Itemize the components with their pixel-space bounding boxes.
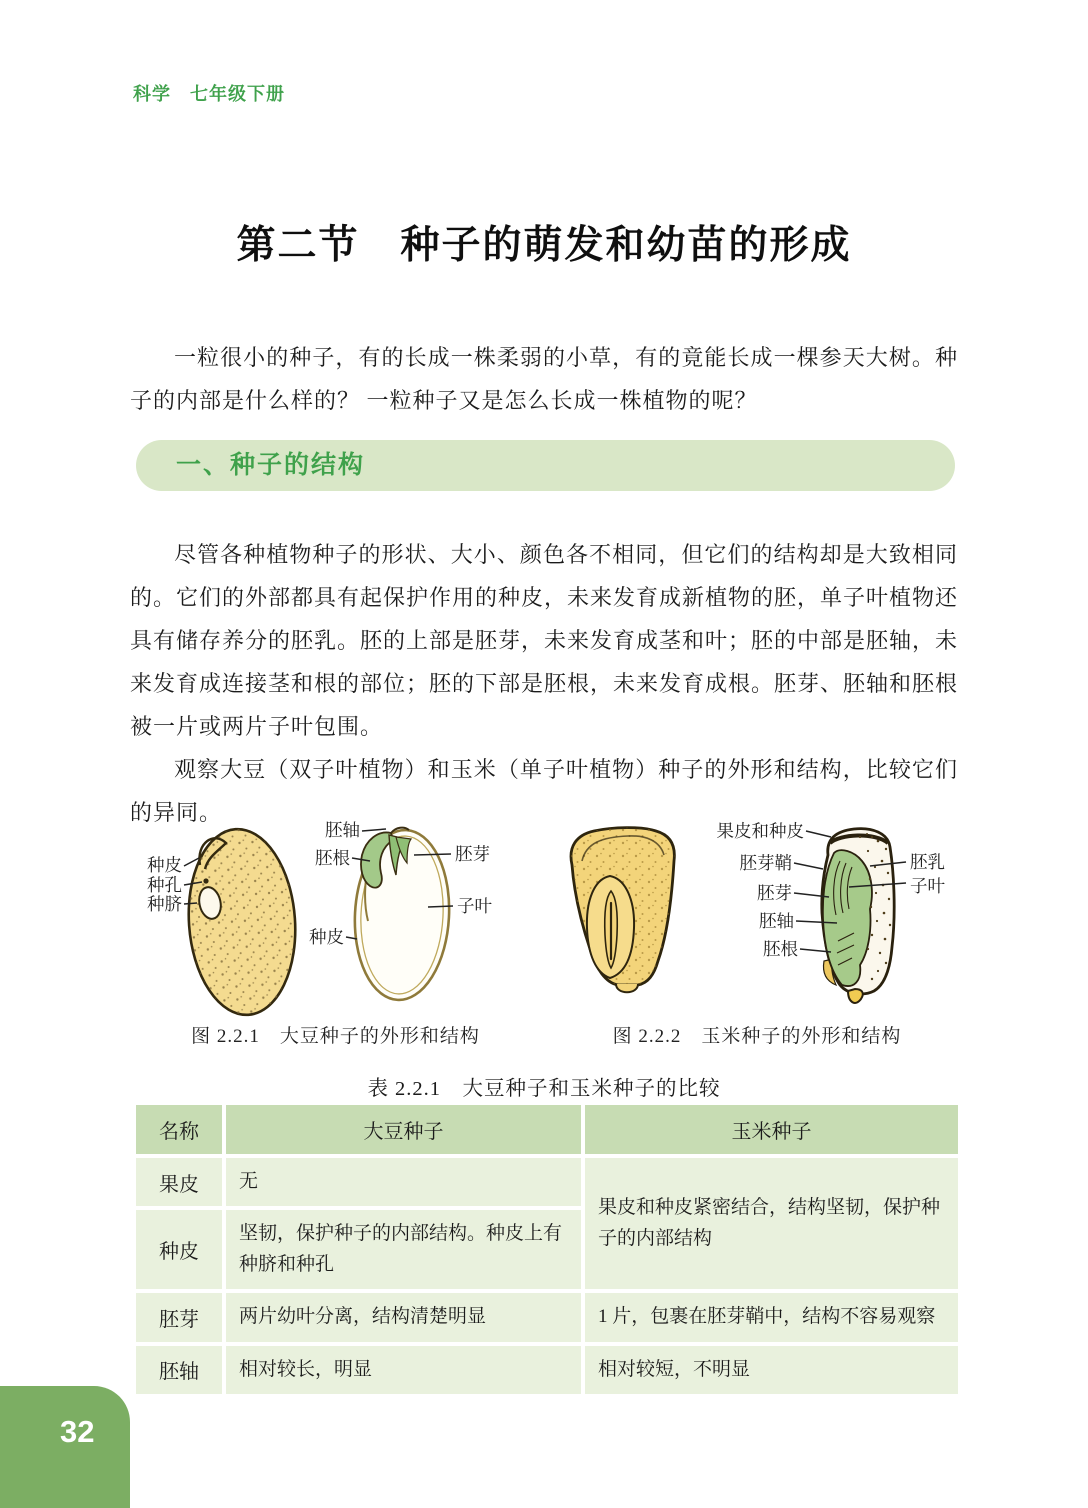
- corn-bottom-tip: [848, 989, 863, 1003]
- cell-soybean-hypocotyl: 相对较长，明显: [226, 1346, 581, 1394]
- table-row: [136, 1158, 958, 1206]
- cell-corn-hypocotyl: 相对较短，不明显: [585, 1346, 958, 1394]
- page-number-box: [0, 1386, 130, 1508]
- cell-corn-pericarp-seedcoat: 果皮和种皮紧密结合，结构坚韧，保护种子的内部结构: [585, 1158, 958, 1289]
- table-row: [136, 1293, 958, 1341]
- label-corn-cotyledon: 子叶: [910, 876, 945, 896]
- label-corn-hypocotyl: 胚轴: [759, 911, 794, 931]
- row-label-hypocotyl: 胚轴: [136, 1346, 222, 1394]
- page-title: 第二节 种子的萌发和幼苗的形成: [236, 224, 852, 268]
- col-header-soybean: 大豆种子: [226, 1105, 581, 1154]
- table-row: [136, 1346, 958, 1394]
- label-micropyle: 种孔: [147, 875, 182, 895]
- soybean-seed-figure: [138, 813, 533, 1018]
- label-plumule: 胚芽: [455, 844, 490, 864]
- section-heading-bar: [136, 440, 955, 491]
- structure-paragraph-1: 尽管各种植物种子的形状、大小、颜色各不相同，但它们的结构却是大致相同的。它们的外部都具有起保护作用的种皮，未来发育成新植物的胚，单子叶植物还具有储存养分的胚乳。胚的上部是胚芽，未来发育成茎和叶；胚的中部是胚轴，未来发育成连接茎和根的部位；胚的下部是胚根，未来发育成根。胚芽、胚轴和胚根被一片或两片子叶包围。: [130, 542, 959, 739]
- booklet-header: 科学 七年级下册: [133, 84, 285, 104]
- row-label-seed-coat: 种皮: [136, 1210, 222, 1289]
- label-seed-coat-section: 种皮: [309, 927, 344, 947]
- corn-section-drawing: [822, 829, 894, 1003]
- intro-paragraph: 一粒很小的种子，有的长成一株柔弱的小草，有的竟能长成一棵参天大树。种子的内部是什么样的？ 一粒种子又是怎么长成一株植物的呢？: [130, 345, 958, 413]
- cell-soybean-plumule: 两片幼叶分离，结构清楚明显: [226, 1293, 581, 1341]
- page-number: 32: [60, 1414, 95, 1449]
- cell-corn-plumule: 1 片，包裹在胚芽鞘中，结构不容易观察: [585, 1293, 958, 1341]
- structure-paragraph-2: 观察大豆（双子叶植物）和玉米（单子叶植物）种子的外形和结构，比较它们的异同。: [130, 757, 958, 825]
- label-hypocotyl: 胚轴: [325, 820, 360, 840]
- corn-seed-figure: [542, 813, 972, 1018]
- col-header-name: 名称: [136, 1105, 222, 1154]
- row-label-plumule: 胚芽: [136, 1293, 222, 1341]
- label-coleoptile: 胚芽鞘: [739, 853, 792, 873]
- figure1-caption: 图 2.2.1 大豆种子的外形和结构: [191, 1026, 480, 1047]
- cell-soybean-pericarp: 无: [226, 1158, 581, 1206]
- col-header-corn: 玉米种子: [585, 1105, 958, 1154]
- label-pericarp-seed-coat: 果皮和种皮: [716, 821, 804, 841]
- label-endosperm: 胚乳: [910, 852, 945, 872]
- label-cotyledon: 子叶: [457, 896, 492, 916]
- row-label-pericarp: 果皮: [136, 1158, 222, 1206]
- label-radicle: 胚根: [315, 848, 350, 868]
- table-title: 表 2.2.1 大豆种子和玉米种子的比较: [367, 1078, 721, 1100]
- seed-comparison-table: [132, 1101, 962, 1398]
- section-heading: 一、种子的结构: [176, 451, 366, 479]
- micropyle-dot: [203, 878, 208, 883]
- label-seed-coat: 种皮: [147, 855, 182, 875]
- label-corn-radicle: 胚根: [763, 939, 798, 959]
- label-corn-plumule: 胚芽: [757, 883, 792, 903]
- figure2-caption: 图 2.2.2 玉米种子的外形和结构: [612, 1026, 902, 1047]
- corn-exterior-drawing: [571, 828, 674, 993]
- cell-soybean-seed-coat: 坚韧，保护种子的内部结构。种皮上有种脐和种孔: [226, 1210, 581, 1289]
- label-hilum: 种脐: [147, 894, 182, 914]
